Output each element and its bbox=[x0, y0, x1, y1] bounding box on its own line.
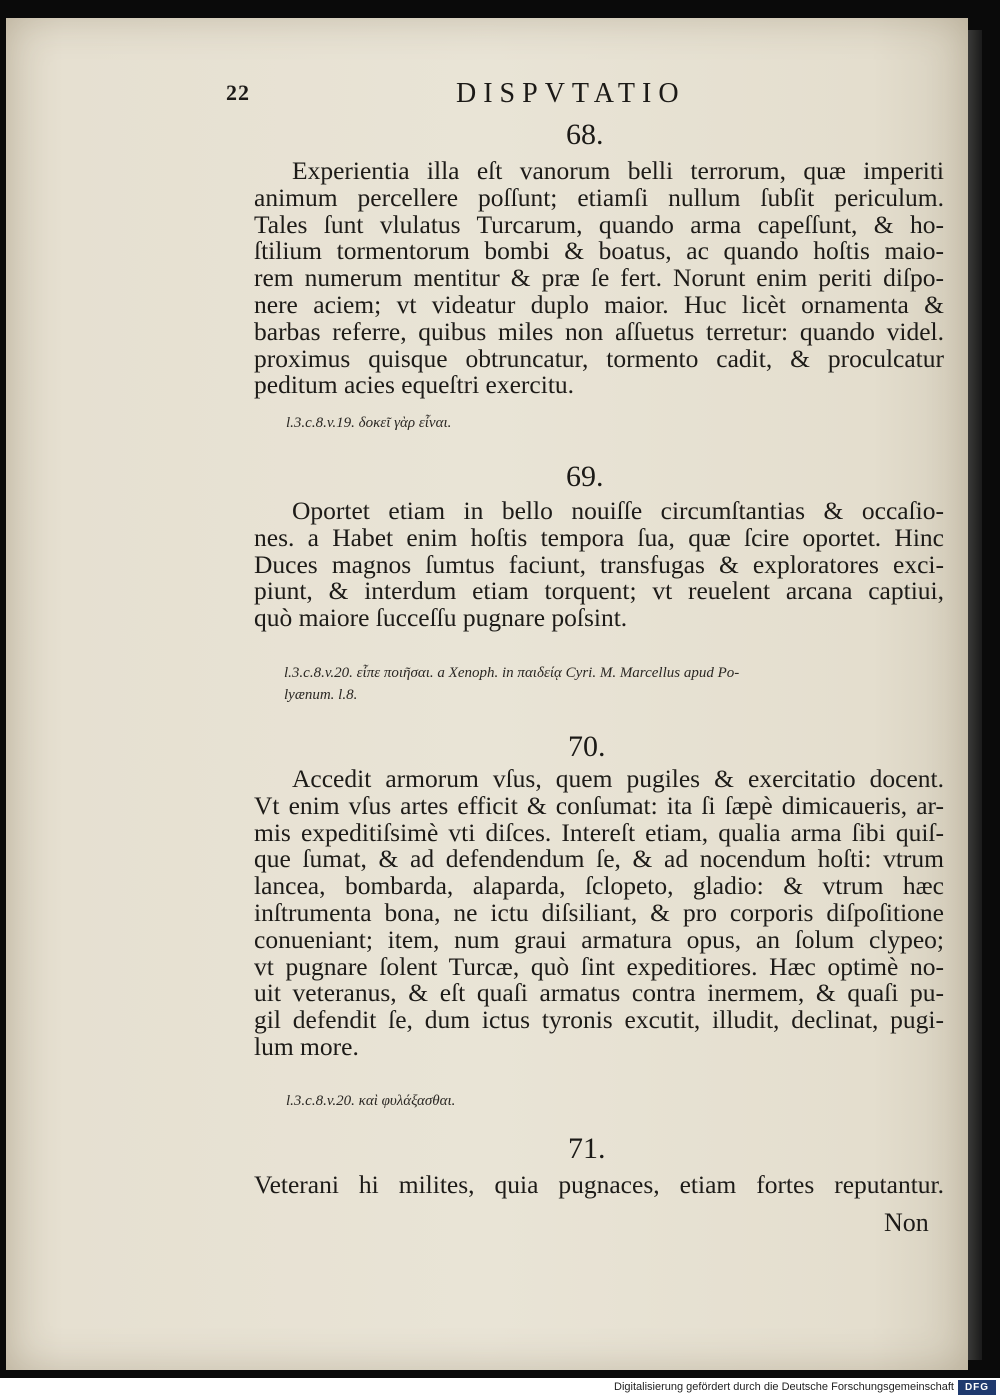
text-line: gil defendit ſe, dum ictus tyronis excutit, illudit, declinat, pugi- bbox=[254, 1005, 944, 1035]
text-line: mis expeditiſsimè vti diſces. Intereſt etiam, qualia arma ſibi quiſ- bbox=[254, 817, 944, 847]
text-line: quò maiore ſucceſſu pugnare poſsint. bbox=[254, 603, 628, 633]
book-page bbox=[6, 18, 968, 1370]
note-line: l.3.c.8.v.20. καὶ φυλάξασθαι. bbox=[286, 1093, 456, 1109]
section-number-71: 71. bbox=[568, 1132, 606, 1165]
section-68-text bbox=[254, 158, 944, 399]
section-number-70: 70. bbox=[568, 730, 606, 763]
marginal-note-70 bbox=[286, 1090, 455, 1112]
text-line: inſtrumenta bona, ne ictu diſsiliant, & pro corporis diſpoſitione bbox=[254, 897, 944, 927]
section-number-68: 68. bbox=[566, 118, 604, 151]
text-line: Oportet etiam in bello nouiſſe circumſtantias & occaſio- bbox=[292, 496, 944, 525]
text-line: nes. a Habet enim hoſtis tempora ſua, quæ ſcire oportet. Hinc bbox=[254, 522, 944, 552]
text-line: ſtilium tormentorum bombi & boatus, ac quando hoſtis maio- bbox=[254, 236, 944, 266]
section-70-text bbox=[254, 766, 944, 1061]
text-line: vt pugnare ſolent Turcæ, quò ſint expeditiores. Hæc optimè no- bbox=[254, 951, 944, 981]
text-line: animum percellere poſſunt; etiamſi nullum ſubſit periculum. bbox=[254, 182, 944, 212]
note-line: l.3.c.8.v.19. δοκεῖ γὰρ εἶναι. bbox=[286, 415, 452, 431]
section-number-69: 69. bbox=[566, 460, 604, 493]
text-line: nere aciem; vt videatur duplo maior. Huc licèt ornamenta & bbox=[254, 289, 944, 319]
text-line: Experientia illa eſt vanorum belli terrorum, quæ imperiti bbox=[292, 156, 944, 185]
text-line: lancea, bombarda, alaparda, ſclopeto, gladio: & vtrum hæc bbox=[254, 871, 944, 901]
text-line: Tales ſunt vlulatus Turcarum, quando arma capeſſunt, & ho- bbox=[254, 209, 944, 239]
footer-credit: Digitalisierung gefördert durch die Deutsche Forschungsgemeinschaft bbox=[614, 1381, 954, 1393]
marginal-note-68 bbox=[286, 412, 451, 434]
text-line: Duces magnos ſumtus faciunt, transfugas & exploratores exci- bbox=[254, 549, 944, 579]
text-line: peditum acies equeſtri exercitu. bbox=[254, 370, 575, 400]
text-line: conueniant; item, num graui armatura opus, an ſolum clypeo; bbox=[254, 924, 944, 954]
marginal-note-69 bbox=[284, 662, 739, 706]
catchword: Non bbox=[884, 1208, 929, 1237]
page-header bbox=[6, 78, 968, 118]
text-line: piunt, & interdum etiam torquent; vt reuelent arcana captiui, bbox=[254, 576, 944, 606]
section-71-text bbox=[254, 1172, 944, 1199]
section-69-text bbox=[254, 498, 944, 632]
text-line: Veterani hi milites, quia pugnaces, etiam fortes reputantur. bbox=[254, 1170, 944, 1199]
text-line: barbas referre, quibus miles non aſſuetus terretur: quando videl. bbox=[254, 316, 944, 346]
running-head: DISPVTATIO bbox=[456, 78, 686, 109]
text-line: Vt enim vſus artes efficit & conſumat: ita ſi ſæpè dimicaueris, ar- bbox=[254, 790, 944, 820]
dfg-logo: DFG bbox=[958, 1380, 996, 1395]
text-line: uit veteranus, & eſt quaſi armatus contra inermem, & quaſi pu- bbox=[254, 978, 944, 1008]
page-number: 22 bbox=[226, 80, 250, 105]
note-line: l.3.c.8.v.20. εἶπε ποιῆσαι. a Xenoph. in παιδείᾳ Cyri. M. Marcellus apud Po- bbox=[284, 665, 740, 681]
text-line: proximus quisque obtruncatur, tormento cadit, & proculcatur bbox=[254, 343, 944, 373]
text-line: Accedit armorum vſus, quem pugiles & exercitatio docent. bbox=[292, 764, 944, 793]
text-line: rem numerum mentitur & præ ſe fert. Norunt enim periti diſpo- bbox=[254, 263, 944, 293]
page-edge-shadow bbox=[968, 30, 982, 1360]
digitization-footer bbox=[0, 1378, 1000, 1398]
text-line: lum more. bbox=[254, 1031, 359, 1061]
text-line: que ſumat, & ad defendendum ſe, & ad nocendum hoſti: vtrum bbox=[254, 844, 944, 874]
note-line: lyænum. l.8. bbox=[284, 687, 358, 703]
